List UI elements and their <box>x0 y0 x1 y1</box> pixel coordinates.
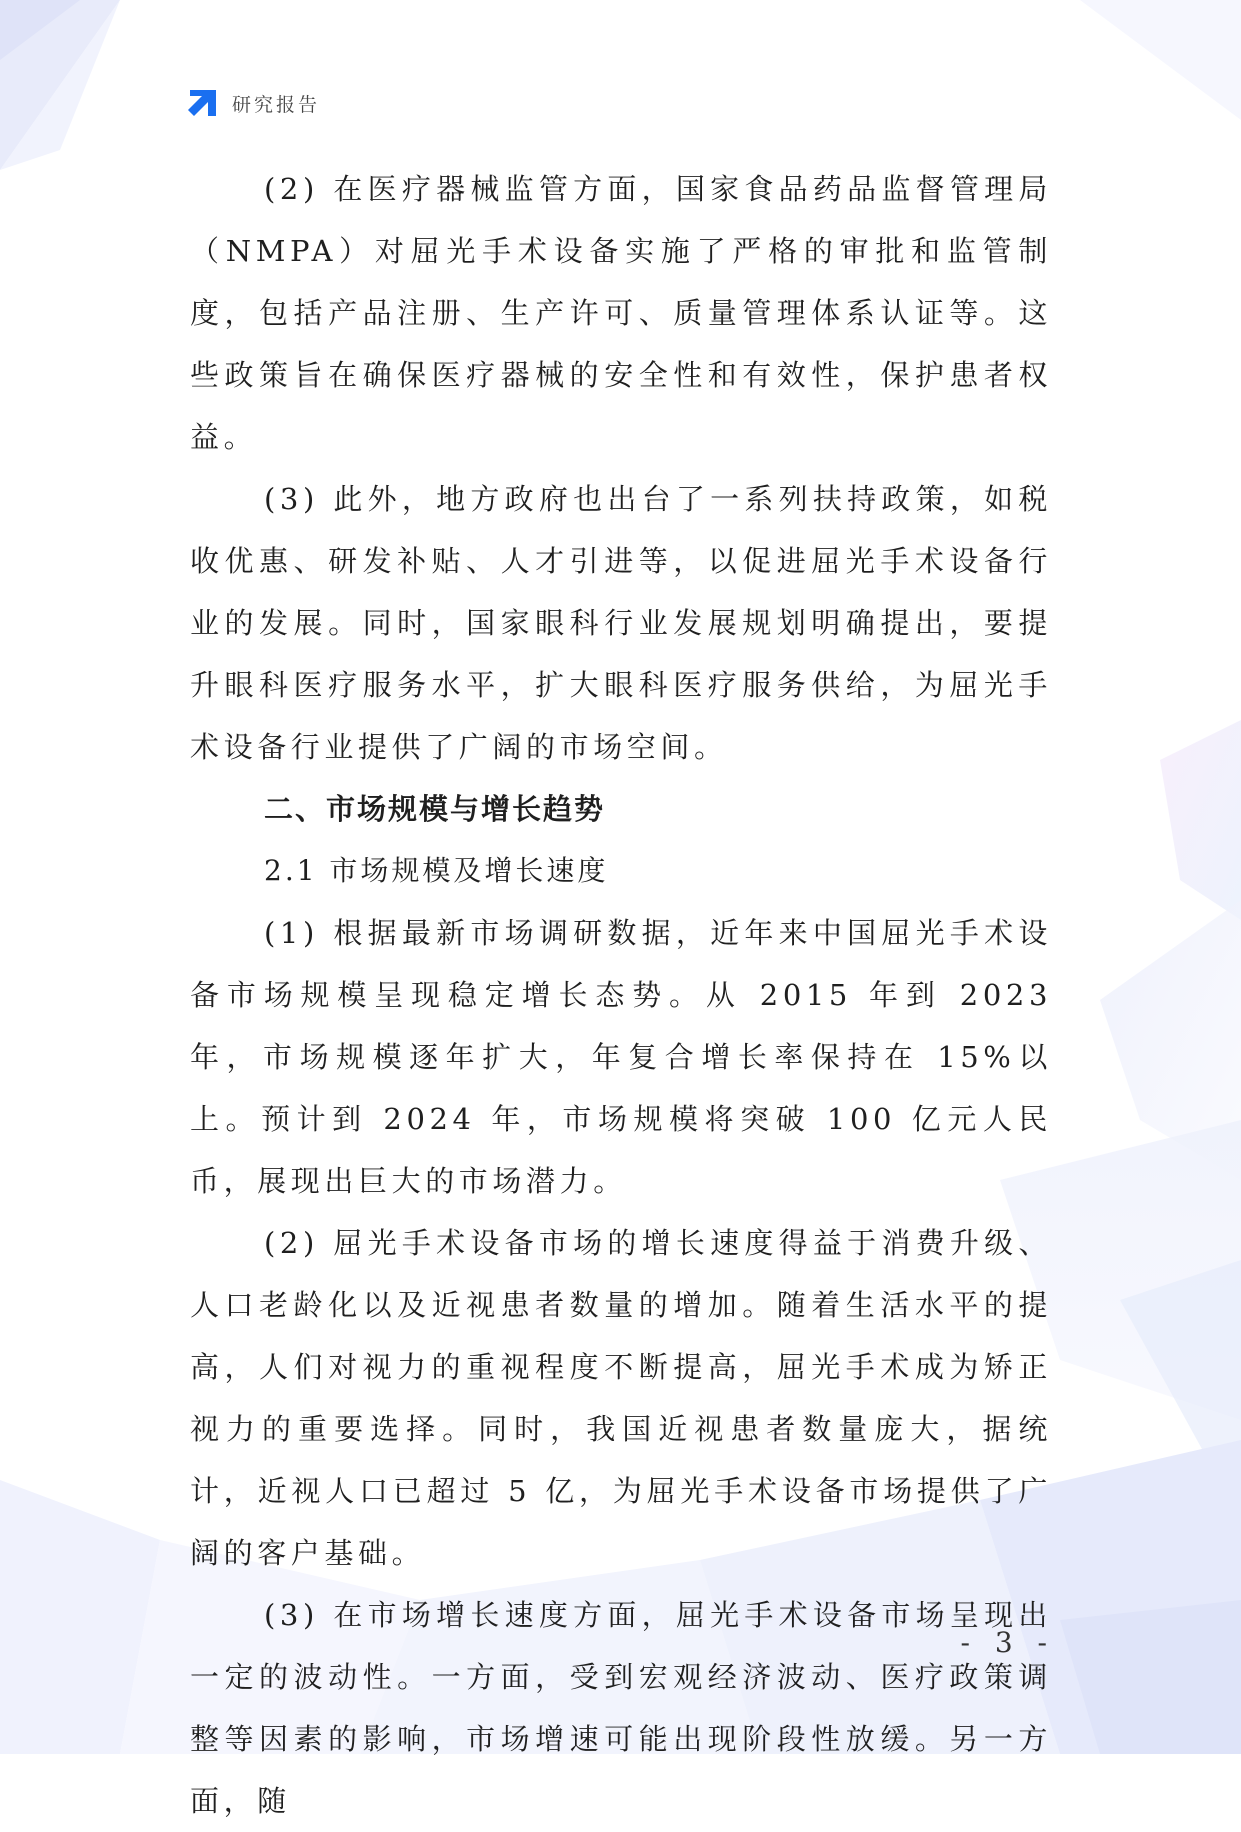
section-heading: 二、市场规模与增长趋势 <box>264 792 606 826</box>
page-number: - 3 - <box>960 1626 1055 1659</box>
paragraph: (3) 在市场增长速度方面，屈光手术设备市场呈现出一定的波动性。一方面，受到宏观经济波动、医疗政策调整等因素的影响，市场增速可能出现阶段性放缓。另一方面，随 <box>190 1598 1052 1818</box>
paragraph: (2) 屈光手术设备市场的增长速度得益于消费升级、人口老龄化以及近视患者数量的增加。随着生活水平的提高，人们对视力的重视程度不断提高，屈光手术成为矫正视力的重要选择。同时，我国近视患者数量庞大，据统计，近视人口已超过 5 亿，为屈光手术设备市场提供了广阔的客户基础。 <box>190 1226 1052 1570</box>
report-header <box>186 86 320 120</box>
document-body <box>190 158 1052 1832</box>
arrow-up-right-icon <box>186 86 220 120</box>
header-title: 研究报告 <box>232 93 321 116</box>
paragraph: (3) 此外，地方政府也出台了一系列扶持政策，如税收优惠、研发补贴、人才引进等，以促进屈光手术设备行业的发展。同时，国家眼科行业发展规划明确提出，要提升眼科医疗服务水平，扩大眼科医疗服务供给，为屈光手术设备行业提供了广阔的市场空间。 <box>190 482 1052 764</box>
paragraph: (2) 在医疗器械监管方面，国家食品药品监督管理局（NMPA）对屈光手术设备实施了严格的审批和监管制度，包括产品注册、生产许可、质量管理体系认证等。这些政策旨在确保医疗器械的安全性和有效性，保护患者权益。 <box>190 172 1052 454</box>
sub-heading: 2.1 市场规模及增长速度 <box>264 854 609 887</box>
paragraph: (1) 根据最新市场调研数据，近年来中国屈光手术设备市场规模呈现稳定增长态势。从 2015 年到 2023 年，市场规模逐年扩大，年复合增长率保持在 15%以上。预计到 2024 年，市场规模将突破 100 亿元人民币，展现出巨大的市场潜力。 <box>190 916 1052 1198</box>
